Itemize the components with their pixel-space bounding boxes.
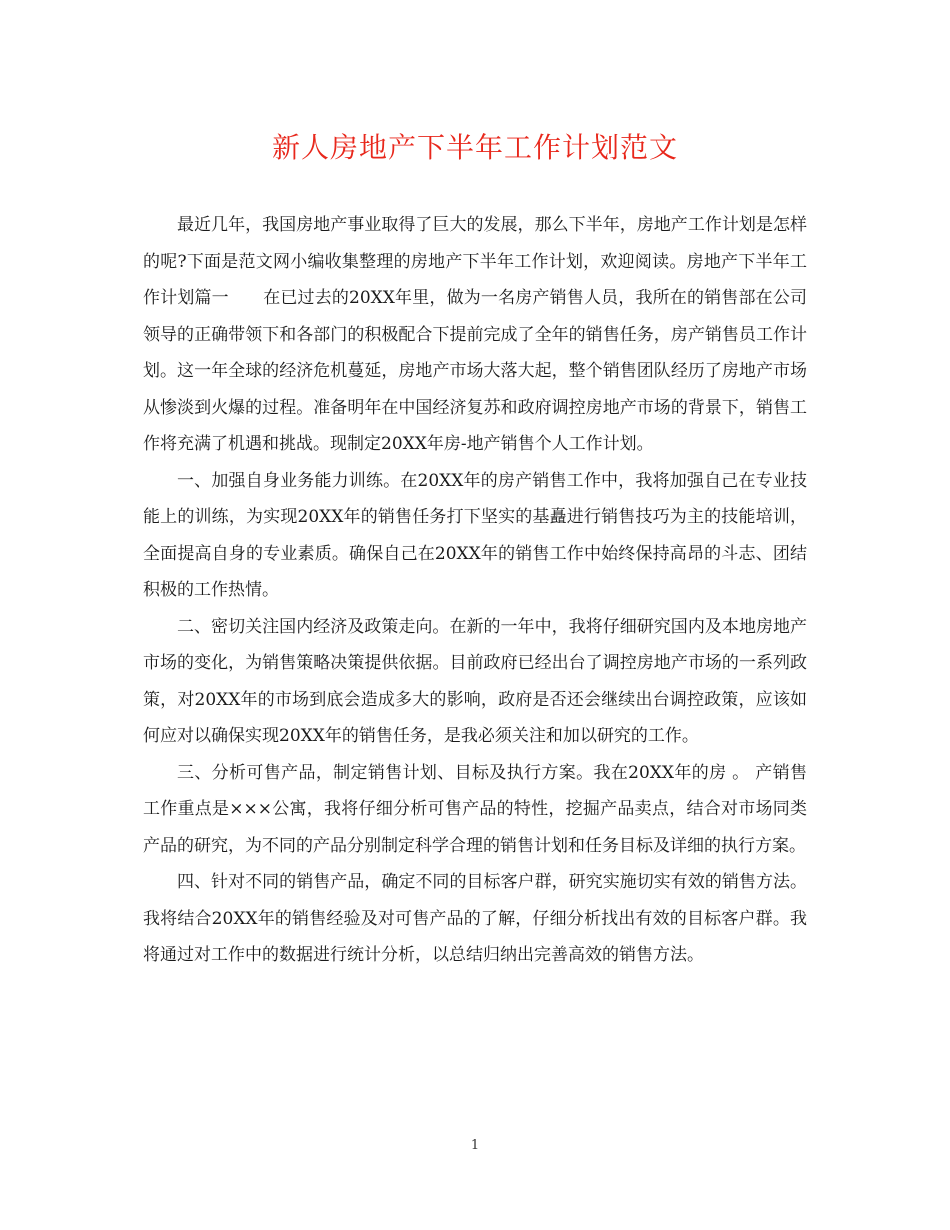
- document-body: [143, 207, 807, 974]
- document-title: 新人房地产下半年工作计划范文: [271, 131, 678, 164]
- paragraph-section-2: 二、密切关注国内经济及政策走向。在新的一年中，我将仔细研究国内及本地房地产市场的变化，为销售策略决策提供依据。目前政府已经出台了调控房地产市场的一系列政策，对20XX年的市场到底会造成多大的影响，政府是否还会继续出台调控政策，应该如何应对以确保实现20XX年的销售任务，是我必须关注和加以研究的工作。: [143, 616, 807, 746]
- paragraph-section-4: 四、针对不同的销售产品，确定不同的目标客户群，研究实施切实有效的销售方法。我将结合20XX年的销售经验及对可售产品的了解，仔细分析找出有效的目标客户群。我将通过对工作中的数据进行统计分析，以总结归纳出完善高效的销售方法。: [143, 872, 807, 965]
- paragraph-intro: 最近几年，我国房地产事业取得了巨大的发展，那么下半年，房地产工作计划是怎样的呢?下面是范文网小编收集整理的房地产下半年工作计划，欢迎阅读。房地产下半年工作计划篇一 在已过去的20XX年里，做为一名房产销售人员，我所在的销售部在公司领导的正确带领下和各部门的积极配合下提前完成了全年的销售任务，房产销售员工作计划。这一年全球的经济危机蔓延，房地产市场大落大起，整个销售团队经历了房地产市场从惨淡到火爆的过程。准备明年在中国经济复苏和政府调控房地产市场的背景下，销售工作将充满了机遇和挑战。现制定20XX年房-地产销售个人工作计划。: [143, 215, 807, 454]
- paragraph-section-3: 三、分析可售产品，制定销售计划、目标及执行方案。我在20XX年的房 。 产销售工作重点是×××公寓，我将仔细分析可售产品的特性，挖掘产品卖点，结合对市场同类产品的研究，为不同的产品分别制定科学合理的销售计划和任务目标及详细的执行方案。: [143, 762, 807, 856]
- paragraph-section-1: 一、加强自身业务能力训练。在20XX年的房产销售工作中，我将加强自己在专业技能上的训练，为实现20XX年的销售任务打下坚实的基矗进行销售技巧为主的技能培训，全面提高自身的专业素质。确保自己在20XX年的销售工作中始终保持高昂的斗志、团结积极的工作热情。: [143, 470, 807, 600]
- page-number: 1: [470, 1138, 480, 1153]
